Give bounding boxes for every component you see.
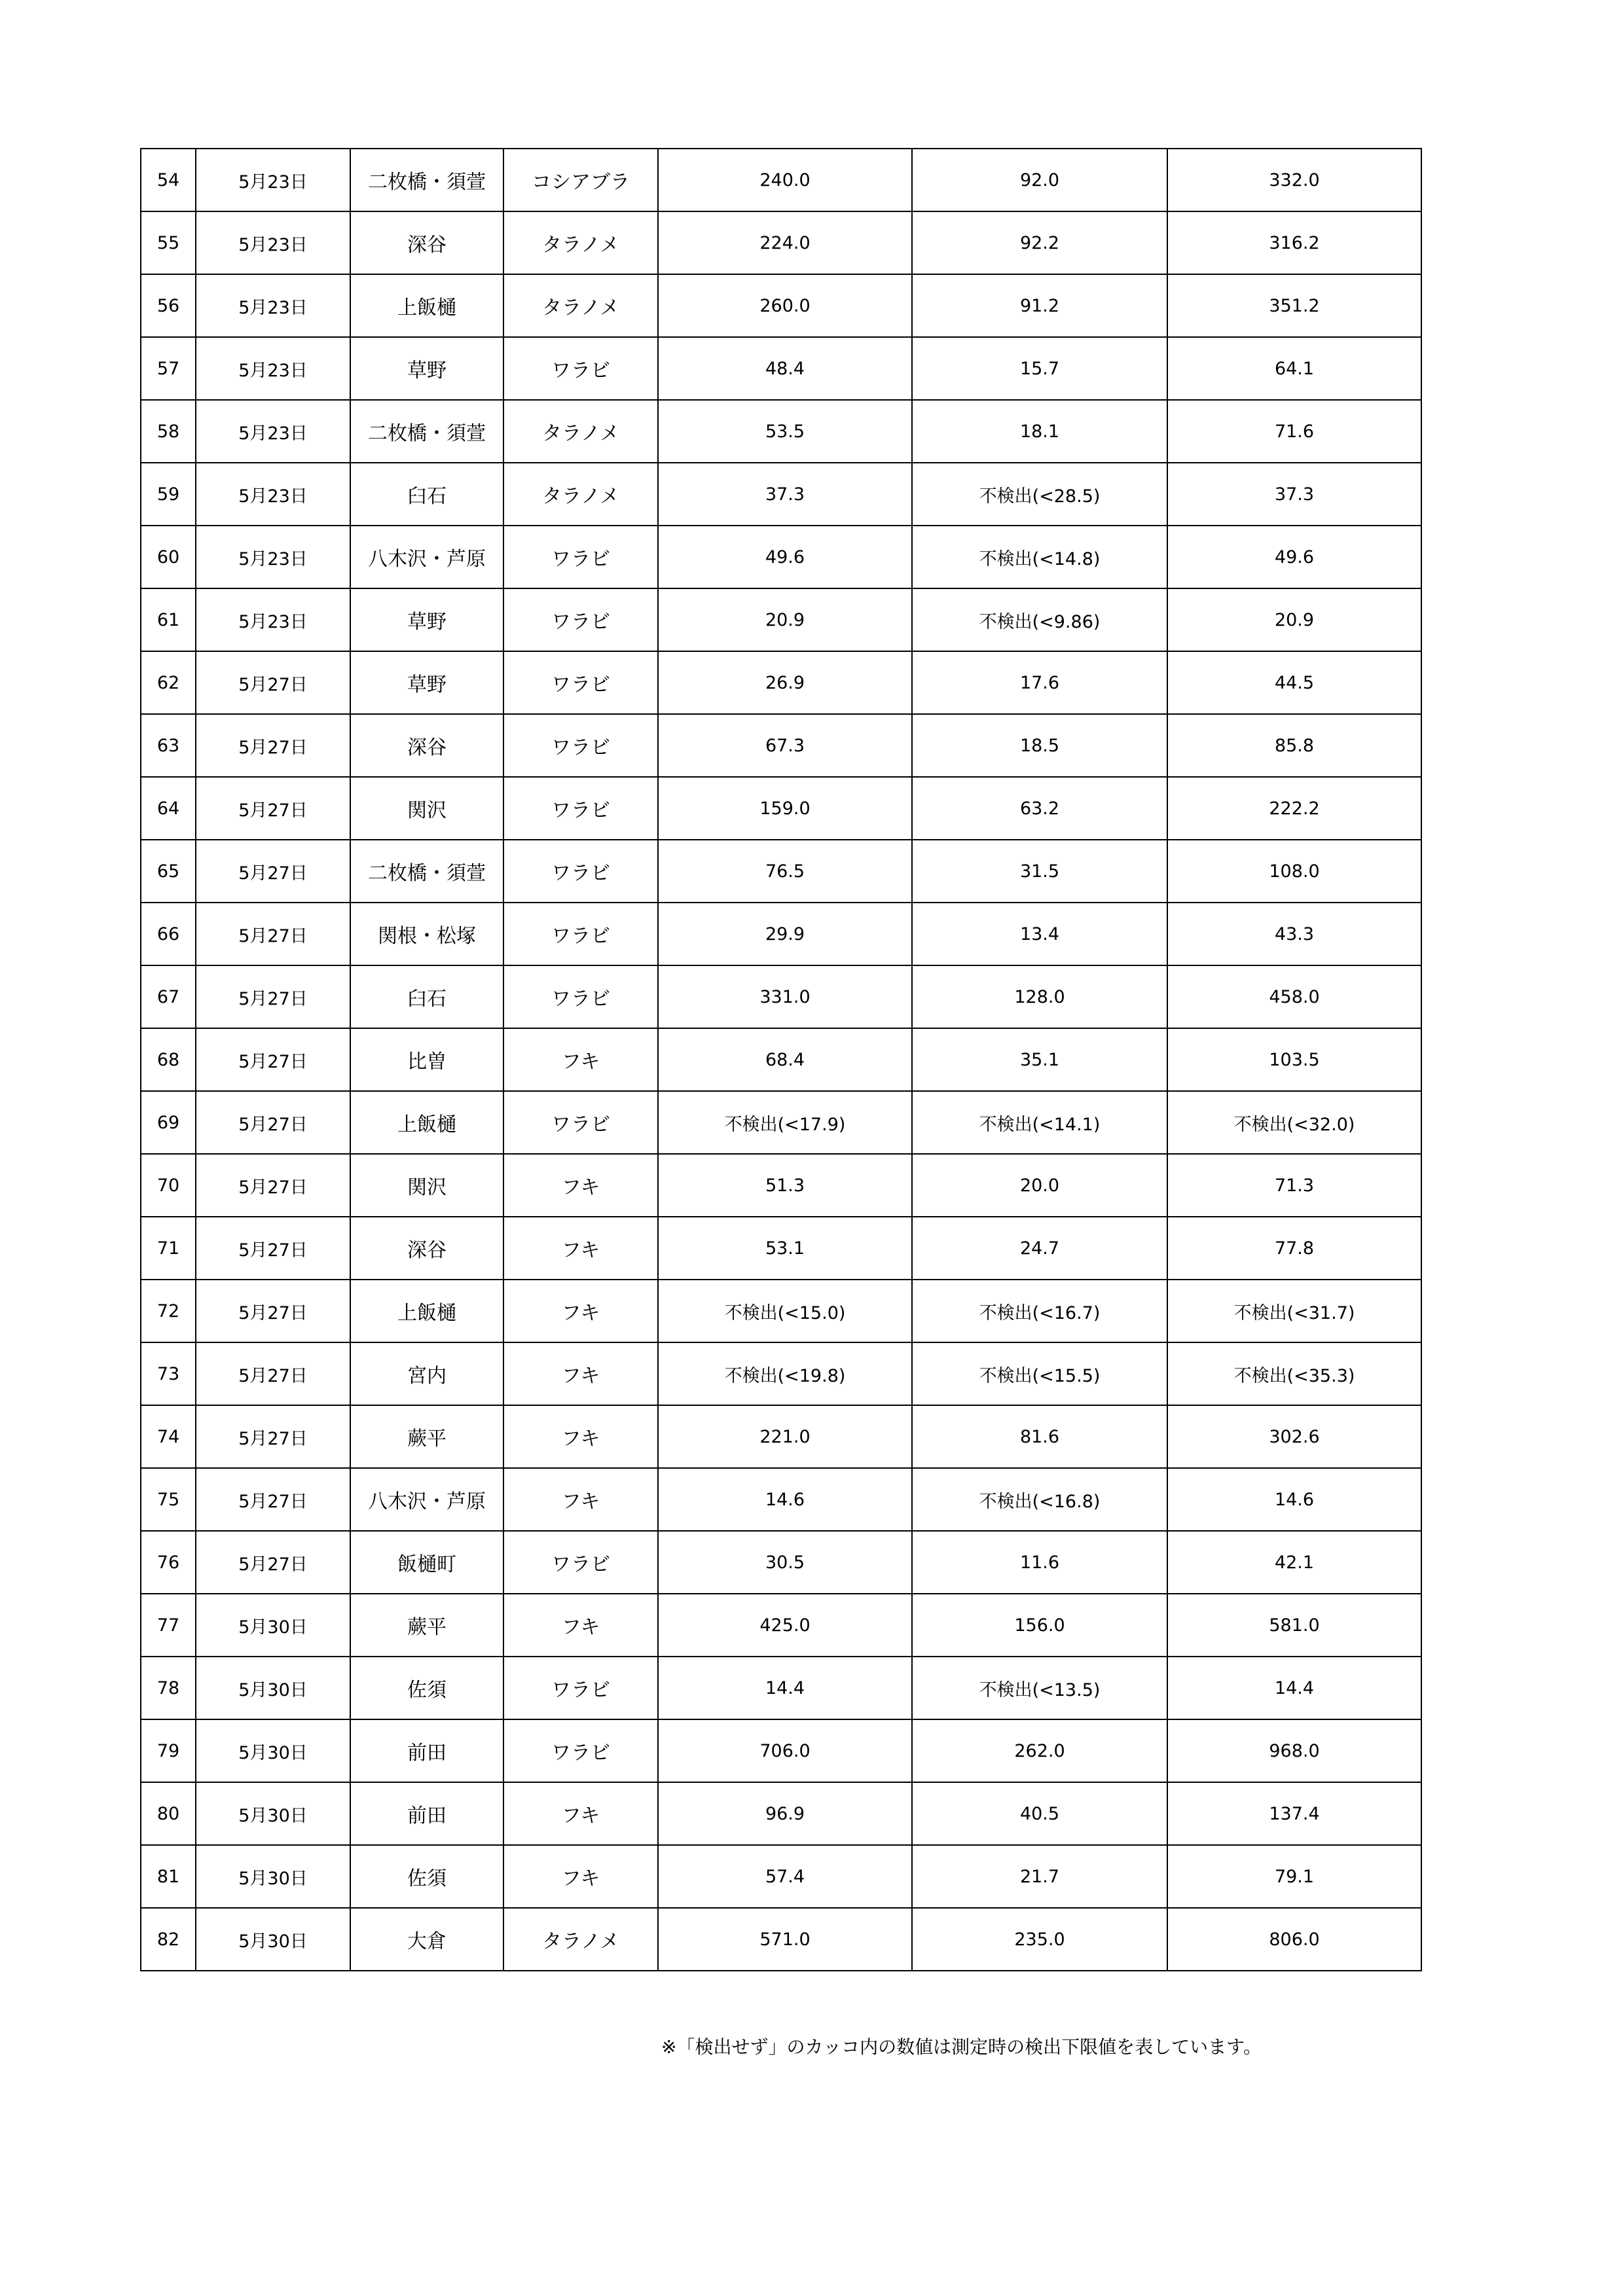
- cell-value-1: 240.0: [658, 149, 912, 211]
- cell-item: コシアブラ: [503, 149, 658, 211]
- cell-item: ワラビ: [503, 588, 658, 651]
- cell-item: ワラビ: [503, 965, 658, 1028]
- cell-value-1: 51.3: [658, 1154, 912, 1217]
- cell-value-2: 不検出(<13.5): [912, 1657, 1167, 1719]
- cell-value-3: 222.2: [1167, 777, 1421, 840]
- cell-value-2: 35.1: [912, 1028, 1167, 1091]
- cell-value-1: 不検出(<15.0): [658, 1280, 912, 1342]
- cell-value-3: 不検出(<31.7): [1167, 1280, 1421, 1342]
- table-row: [141, 1845, 1421, 1908]
- cell-number: 72: [141, 1280, 196, 1342]
- table-row: [141, 1594, 1421, 1657]
- cell-value-3: 71.6: [1167, 400, 1421, 463]
- table-row: [141, 400, 1421, 463]
- cell-date: 5月23日: [196, 526, 350, 588]
- cell-number: 66: [141, 903, 196, 965]
- cell-value-3: 806.0: [1167, 1908, 1421, 1971]
- cell-number: 59: [141, 463, 196, 526]
- cell-number: 74: [141, 1405, 196, 1468]
- cell-place: 前田: [350, 1719, 503, 1782]
- cell-value-1: 68.4: [658, 1028, 912, 1091]
- cell-item: フキ: [503, 1782, 658, 1845]
- cell-value-1: 67.3: [658, 714, 912, 777]
- table-row: [141, 1091, 1421, 1154]
- cell-value-3: 79.1: [1167, 1845, 1421, 1908]
- cell-value-2: 91.2: [912, 274, 1167, 337]
- table-row: [141, 903, 1421, 965]
- table-row: [141, 1405, 1421, 1468]
- cell-item: ワラビ: [503, 903, 658, 965]
- table-row: [141, 337, 1421, 400]
- cell-date: 5月23日: [196, 588, 350, 651]
- table-row: [141, 1217, 1421, 1280]
- results-table: [140, 148, 1422, 1971]
- cell-value-3: 不検出(<32.0): [1167, 1091, 1421, 1154]
- cell-item: ワラビ: [503, 1091, 658, 1154]
- cell-number: 73: [141, 1342, 196, 1405]
- cell-value-1: 48.4: [658, 337, 912, 400]
- cell-item: ワラビ: [503, 714, 658, 777]
- cell-value-2: 21.7: [912, 1845, 1167, 1908]
- cell-item: ワラビ: [503, 1719, 658, 1782]
- cell-item: ワラビ: [503, 337, 658, 400]
- cell-item: ワラビ: [503, 651, 658, 714]
- cell-value-3: 37.3: [1167, 463, 1421, 526]
- cell-date: 5月27日: [196, 840, 350, 903]
- cell-number: 77: [141, 1594, 196, 1657]
- cell-place: 草野: [350, 588, 503, 651]
- cell-place: 草野: [350, 651, 503, 714]
- cell-value-2: 11.6: [912, 1531, 1167, 1594]
- cell-date: 5月27日: [196, 1217, 350, 1280]
- cell-place: 臼石: [350, 965, 503, 1028]
- cell-place: 八木沢・芦原: [350, 1468, 503, 1531]
- cell-item: ワラビ: [503, 1657, 658, 1719]
- cell-value-1: 53.5: [658, 400, 912, 463]
- cell-number: 62: [141, 651, 196, 714]
- cell-value-2: 15.7: [912, 337, 1167, 400]
- cell-item: タラノメ: [503, 1908, 658, 1971]
- cell-date: 5月27日: [196, 651, 350, 714]
- table-row: [141, 1531, 1421, 1594]
- cell-value-2: 18.1: [912, 400, 1167, 463]
- cell-value-1: 76.5: [658, 840, 912, 903]
- cell-value-1: 96.9: [658, 1782, 912, 1845]
- cell-item: タラノメ: [503, 463, 658, 526]
- cell-value-2: 13.4: [912, 903, 1167, 965]
- cell-value-3: 968.0: [1167, 1719, 1421, 1782]
- cell-value-2: 18.5: [912, 714, 1167, 777]
- cell-item: ワラビ: [503, 526, 658, 588]
- cell-value-1: 26.9: [658, 651, 912, 714]
- table-row: [141, 1342, 1421, 1405]
- cell-value-2: 不検出(<14.8): [912, 526, 1167, 588]
- cell-date: 5月23日: [196, 463, 350, 526]
- cell-value-3: 43.3: [1167, 903, 1421, 965]
- cell-date: 5月27日: [196, 1468, 350, 1531]
- cell-value-3: 64.1: [1167, 337, 1421, 400]
- cell-value-1: 159.0: [658, 777, 912, 840]
- cell-place: 深谷: [350, 714, 503, 777]
- table-row: [141, 777, 1421, 840]
- cell-value-3: 581.0: [1167, 1594, 1421, 1657]
- cell-place: 二枚橋・須萱: [350, 149, 503, 211]
- cell-value-1: 221.0: [658, 1405, 912, 1468]
- cell-value-2: 63.2: [912, 777, 1167, 840]
- cell-value-3: 85.8: [1167, 714, 1421, 777]
- table-row: [141, 1028, 1421, 1091]
- cell-date: 5月27日: [196, 965, 350, 1028]
- cell-value-1: 57.4: [658, 1845, 912, 1908]
- cell-place: 関沢: [350, 1154, 503, 1217]
- cell-value-1: 224.0: [658, 211, 912, 274]
- cell-place: 佐須: [350, 1845, 503, 1908]
- cell-date: 5月27日: [196, 1531, 350, 1594]
- cell-place: 二枚橋・須萱: [350, 840, 503, 903]
- cell-value-1: 29.9: [658, 903, 912, 965]
- cell-place: 佐須: [350, 1657, 503, 1719]
- cell-value-1: 20.9: [658, 588, 912, 651]
- cell-place: 草野: [350, 337, 503, 400]
- cell-value-2: 156.0: [912, 1594, 1167, 1657]
- cell-value-1: 30.5: [658, 1531, 912, 1594]
- cell-place: 八木沢・芦原: [350, 526, 503, 588]
- cell-value-3: 103.5: [1167, 1028, 1421, 1091]
- cell-place: 上飯樋: [350, 1280, 503, 1342]
- cell-date: 5月30日: [196, 1594, 350, 1657]
- cell-value-1: 不検出(<17.9): [658, 1091, 912, 1154]
- table-row: [141, 714, 1421, 777]
- cell-place: 蕨平: [350, 1594, 503, 1657]
- cell-number: 68: [141, 1028, 196, 1091]
- cell-value-2: 不検出(<15.5): [912, 1342, 1167, 1405]
- cell-date: 5月30日: [196, 1782, 350, 1845]
- cell-number: 58: [141, 400, 196, 463]
- cell-number: 55: [141, 211, 196, 274]
- cell-item: フキ: [503, 1280, 658, 1342]
- cell-value-2: 92.2: [912, 211, 1167, 274]
- cell-place: 二枚橋・須萱: [350, 400, 503, 463]
- cell-value-3: 351.2: [1167, 274, 1421, 337]
- cell-value-1: 14.6: [658, 1468, 912, 1531]
- cell-value-2: 17.6: [912, 651, 1167, 714]
- table-row: [141, 1280, 1421, 1342]
- results-table-body: [141, 149, 1421, 1971]
- table-row: [141, 588, 1421, 651]
- cell-place: 飯樋町: [350, 1531, 503, 1594]
- cell-date: 5月23日: [196, 337, 350, 400]
- cell-item: ワラビ: [503, 777, 658, 840]
- cell-value-3: 302.6: [1167, 1405, 1421, 1468]
- cell-number: 75: [141, 1468, 196, 1531]
- cell-date: 5月30日: [196, 1845, 350, 1908]
- table-row: [141, 1908, 1421, 1971]
- cell-value-2: 20.0: [912, 1154, 1167, 1217]
- cell-number: 71: [141, 1217, 196, 1280]
- cell-date: 5月27日: [196, 777, 350, 840]
- cell-number: 64: [141, 777, 196, 840]
- cell-place: 臼石: [350, 463, 503, 526]
- table-row: [141, 1154, 1421, 1217]
- cell-value-3: 44.5: [1167, 651, 1421, 714]
- cell-value-1: 425.0: [658, 1594, 912, 1657]
- table-row: [141, 149, 1421, 211]
- cell-date: 5月27日: [196, 1028, 350, 1091]
- cell-item: フキ: [503, 1594, 658, 1657]
- cell-value-1: 706.0: [658, 1719, 912, 1782]
- table-row: [141, 1719, 1421, 1782]
- cell-number: 76: [141, 1531, 196, 1594]
- cell-value-2: 262.0: [912, 1719, 1167, 1782]
- cell-number: 82: [141, 1908, 196, 1971]
- cell-item: ワラビ: [503, 1531, 658, 1594]
- cell-value-3: 14.4: [1167, 1657, 1421, 1719]
- cell-date: 5月23日: [196, 274, 350, 337]
- table-row: [141, 526, 1421, 588]
- cell-place: 関沢: [350, 777, 503, 840]
- cell-value-3: 49.6: [1167, 526, 1421, 588]
- cell-item: タラノメ: [503, 274, 658, 337]
- cell-number: 79: [141, 1719, 196, 1782]
- cell-date: 5月23日: [196, 149, 350, 211]
- cell-date: 5月30日: [196, 1657, 350, 1719]
- cell-place: 関根・松塚: [350, 903, 503, 965]
- cell-value-3: 不検出(<35.3): [1167, 1342, 1421, 1405]
- cell-date: 5月27日: [196, 903, 350, 965]
- cell-number: 61: [141, 588, 196, 651]
- cell-place: 大倉: [350, 1908, 503, 1971]
- cell-place: 蕨平: [350, 1405, 503, 1468]
- cell-date: 5月27日: [196, 1405, 350, 1468]
- cell-value-1: 53.1: [658, 1217, 912, 1280]
- cell-number: 63: [141, 714, 196, 777]
- cell-item: フキ: [503, 1845, 658, 1908]
- table-row: [141, 211, 1421, 274]
- cell-value-2: 31.5: [912, 840, 1167, 903]
- table-row: [141, 463, 1421, 526]
- cell-value-3: 20.9: [1167, 588, 1421, 651]
- cell-place: 比曽: [350, 1028, 503, 1091]
- cell-number: 80: [141, 1782, 196, 1845]
- cell-value-3: 316.2: [1167, 211, 1421, 274]
- table-row: [141, 274, 1421, 337]
- cell-place: 上飯樋: [350, 274, 503, 337]
- cell-number: 69: [141, 1091, 196, 1154]
- cell-value-1: 49.6: [658, 526, 912, 588]
- cell-date: 5月23日: [196, 211, 350, 274]
- cell-place: 前田: [350, 1782, 503, 1845]
- cell-value-2: 128.0: [912, 965, 1167, 1028]
- cell-value-3: 458.0: [1167, 965, 1421, 1028]
- cell-value-1: 260.0: [658, 274, 912, 337]
- table-row: [141, 1657, 1421, 1719]
- cell-number: 60: [141, 526, 196, 588]
- footnote: ※「検出せず」のカッコ内の数値は測定時の検出下限値を表しています。: [661, 2036, 1262, 2058]
- cell-item: フキ: [503, 1342, 658, 1405]
- table-row: [141, 1468, 1421, 1531]
- cell-value-3: 14.6: [1167, 1468, 1421, 1531]
- cell-place: 深谷: [350, 1217, 503, 1280]
- cell-value-2: 40.5: [912, 1782, 1167, 1845]
- cell-value-1: 331.0: [658, 965, 912, 1028]
- cell-number: 57: [141, 337, 196, 400]
- cell-value-2: 不検出(<16.8): [912, 1468, 1167, 1531]
- cell-item: ワラビ: [503, 840, 658, 903]
- cell-number: 54: [141, 149, 196, 211]
- cell-date: 5月23日: [196, 400, 350, 463]
- cell-date: 5月30日: [196, 1719, 350, 1782]
- cell-value-2: 92.0: [912, 149, 1167, 211]
- cell-value-2: 235.0: [912, 1908, 1167, 1971]
- cell-number: 78: [141, 1657, 196, 1719]
- cell-value-3: 42.1: [1167, 1531, 1421, 1594]
- cell-value-3: 137.4: [1167, 1782, 1421, 1845]
- cell-item: フキ: [503, 1405, 658, 1468]
- cell-date: 5月27日: [196, 1091, 350, 1154]
- cell-value-3: 71.3: [1167, 1154, 1421, 1217]
- cell-date: 5月27日: [196, 1154, 350, 1217]
- cell-number: 65: [141, 840, 196, 903]
- cell-value-2: 81.6: [912, 1405, 1167, 1468]
- cell-value-2: 不検出(<14.1): [912, 1091, 1167, 1154]
- cell-item: フキ: [503, 1217, 658, 1280]
- cell-value-3: 332.0: [1167, 149, 1421, 211]
- cell-item: フキ: [503, 1028, 658, 1091]
- cell-value-2: 不検出(<9.86): [912, 588, 1167, 651]
- cell-place: 深谷: [350, 211, 503, 274]
- cell-date: 5月30日: [196, 1908, 350, 1971]
- cell-value-2: 不検出(<16.7): [912, 1280, 1167, 1342]
- cell-number: 67: [141, 965, 196, 1028]
- table-row: [141, 840, 1421, 903]
- cell-date: 5月27日: [196, 1342, 350, 1405]
- cell-date: 5月27日: [196, 714, 350, 777]
- table-row: [141, 651, 1421, 714]
- cell-value-1: 37.3: [658, 463, 912, 526]
- cell-item: フキ: [503, 1154, 658, 1217]
- cell-number: 70: [141, 1154, 196, 1217]
- cell-place: 上飯樋: [350, 1091, 503, 1154]
- cell-item: タラノメ: [503, 211, 658, 274]
- cell-date: 5月27日: [196, 1280, 350, 1342]
- cell-value-1: 不検出(<19.8): [658, 1342, 912, 1405]
- cell-value-2: 24.7: [912, 1217, 1167, 1280]
- cell-value-1: 571.0: [658, 1908, 912, 1971]
- cell-place: 宮内: [350, 1342, 503, 1405]
- cell-number: 56: [141, 274, 196, 337]
- cell-value-3: 108.0: [1167, 840, 1421, 903]
- cell-item: タラノメ: [503, 400, 658, 463]
- cell-item: フキ: [503, 1468, 658, 1531]
- cell-value-1: 14.4: [658, 1657, 912, 1719]
- cell-number: 81: [141, 1845, 196, 1908]
- cell-value-2: 不検出(<28.5): [912, 463, 1167, 526]
- cell-value-3: 77.8: [1167, 1217, 1421, 1280]
- table-row: [141, 1782, 1421, 1845]
- table-row: [141, 965, 1421, 1028]
